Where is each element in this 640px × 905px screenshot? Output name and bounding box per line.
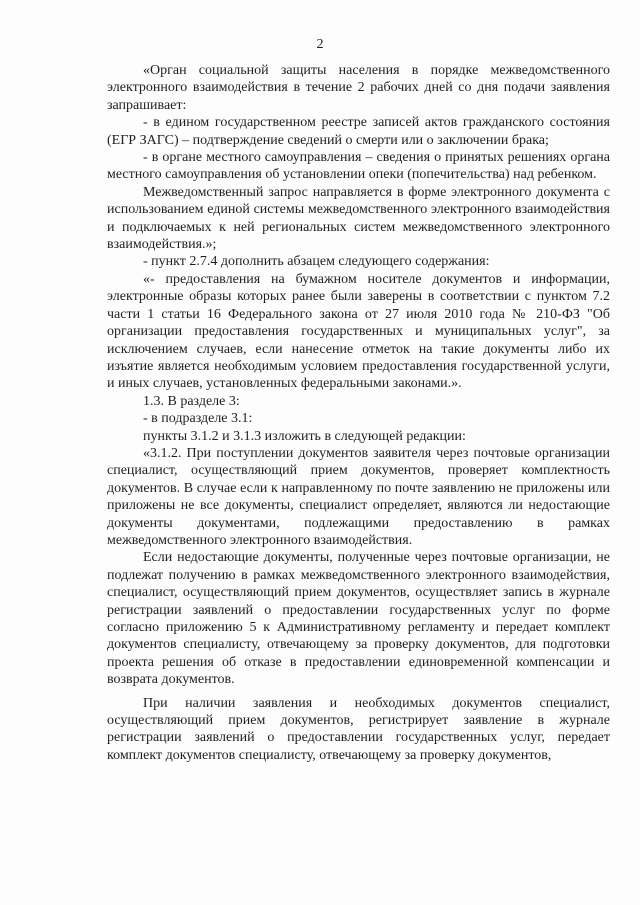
document-body bbox=[107, 62, 610, 764]
paragraph-clause-3-1-2: «3.1.2. При поступлении документов заявителя через почтовые организации специалист, осуществляющий прием документов, проверяет комплектность документов. В случае если к направленному по почте заявлению не приложены или приложены не все документы, специалист определяет, являются ли недостающие документы документами, подлежащими предоставлению в рамках межведомственного электронного взаимодействия. bbox=[107, 445, 610, 548]
paragraph-intro: «Орган социальной защиты населения в порядке межведомственного электронного взаимодействия в течение 2 рабочих дней со дня подачи заявления запрашивает: bbox=[107, 63, 610, 113]
page-number: 2 bbox=[316, 37, 324, 52]
paragraph-section-1-3: 1.3. В разделе 3: bbox=[143, 393, 240, 409]
paragraph-egr-zags: - в едином государственном реестре записей актов гражданского состояния (ЕГР ЗАГС) – подтверждение сведений о смерти или о заключении брака; bbox=[107, 115, 610, 148]
paragraph-subsection-3-1: - в подразделе 3.1: bbox=[143, 411, 253, 427]
paragraph-clause-2-7-4: - пункт 2.7.4 дополнить абзацем следующего содержания: bbox=[143, 254, 490, 270]
paragraph-local-government: - в органе местного самоуправления – сведения о принятых решениях органа местного самоуправления об установлении опеки (попечительства) над ребенком. bbox=[107, 150, 610, 183]
paragraph-paper-documents: «- предоставления на бумажном носителе документов и информации, электронные образы которых ранее были заверены в соответствии с пунктом 7.2 части 1 статьи 16 Федерального закона от 27 июля 2010 года № 210-ФЗ "Об организации предоставления государственных и муниципальных услуг", за исключением случаев, если нанесение отметок на такие документы либо их изъятие является необходимым условием предоставления государственной услуги, и иных случаев, установленных федеральными законами.». bbox=[107, 271, 610, 392]
paragraph-missing-documents: Если недостающие документы, полученные через почтовые организации, не подлежат получению в рамках межведомственного электронного взаимодействия, специалист, осуществляющий прием документов, осуществляет запись в журнале регистрации заявлений о предоставлении государственных услуг по форме согласно приложению 5 к Административному регламенту и передает комплект документов специалисту, отвечающему за проверку документов, для подготовки проекта решения об отказе в предоставлении единовременной компенсации и возврата документов. bbox=[107, 550, 610, 688]
paragraph-registration: При наличии заявления и необходимых документов специалист, осуществляющий прием документов, регистрирует заявление в журнале регистрации заявлений о предоставлении государственных услуг, передает комплект документов специалисту, отвечающему за проверку документов, bbox=[107, 695, 610, 763]
paragraph-interagency-request: Межведомственный запрос направляется в форме электронного документа с использованием единой системы межведомственного электронного взаимодействия и подключаемых к ней региональных систем межведомственного электронного взаимодействия.»; bbox=[107, 184, 610, 253]
paragraph-clauses-3-1-2-3-1-3: пункты 3.1.2 и 3.1.3 изложить в следующей редакции: bbox=[143, 428, 466, 444]
